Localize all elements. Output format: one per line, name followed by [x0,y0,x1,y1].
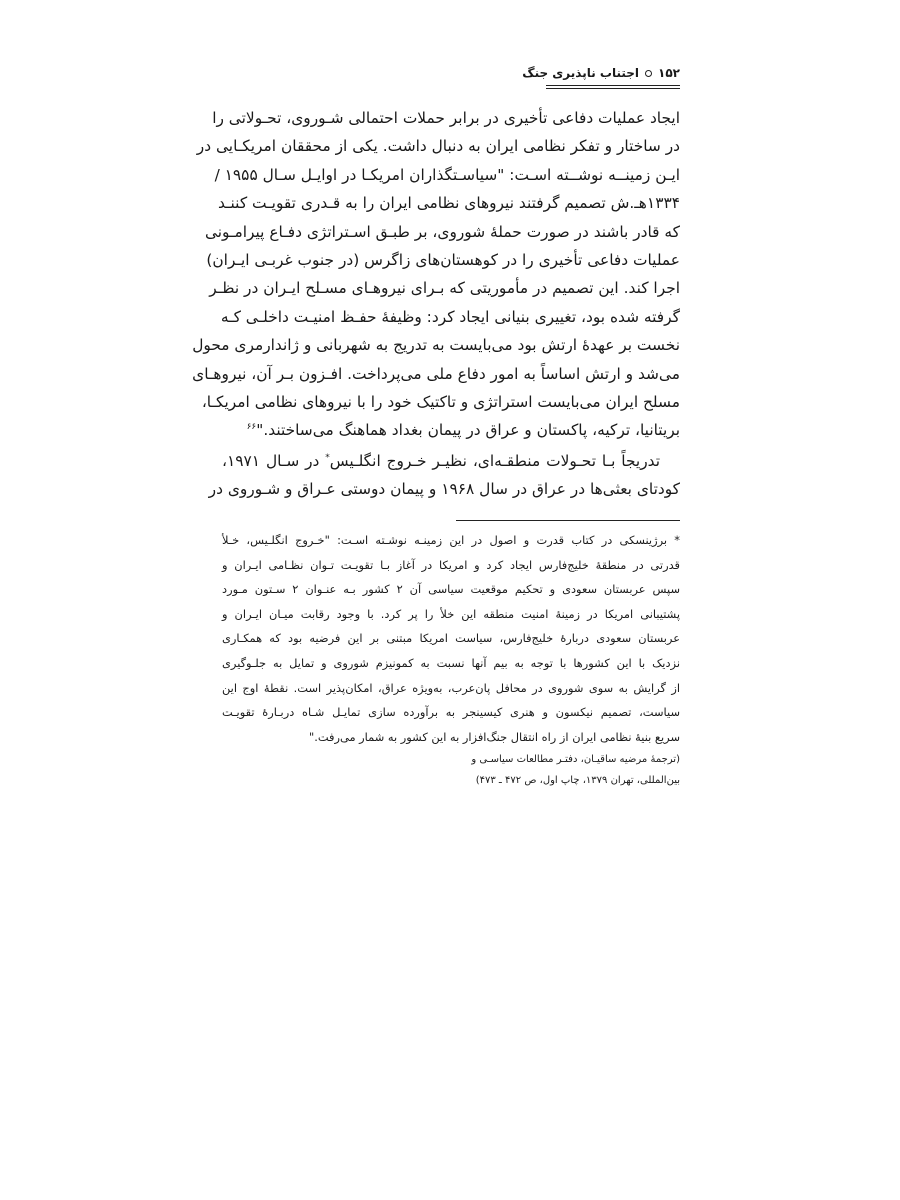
footnote-marker: * [325,452,330,463]
footnote-line: * برژینسکی در کتاب قدرت و اصول در این زمینـه نوشـته اسـت: "خـروج انگلـیس، خـلأ [222,533,680,547]
footnote-line: قدرتی در منطقهٔ خلیج‌فارس ایجاد کرد و امریکا در آغاز بـا تقویـت تـوان نظـامی ایـران و [222,557,680,572]
circle-separator-icon [645,70,652,77]
running-header [222,66,680,92]
body-text [192,104,680,504]
footnote-separator [456,520,680,521]
citation-line: (ترجمهٔ مرضیه ساقیـان، دفتـر مطالعات سیاسـی و [471,754,680,766]
text-line: گرفته شده بود، تغییری بنیانی ایجاد کرد: وظیفهٔ حفـظ امنیـت داخلـی کـه [220,307,680,326]
text-line: کودتای بعثی‌ها در عراق در سال ۱۹۶۸ و پیمان دوستی عـراق و شـوروی در [208,480,680,499]
footnote-line: سریع بنیهٔ نظامی ایران از راه انتقال جنگ‌افزار به این کشور به شمار می‌رفت." [308,729,680,744]
header-row [522,66,680,80]
text-line: نخست بر عهدهٔ ارتش بود می‌بایست به تدریج به شهربانی و ژاندارمری محول [192,336,680,355]
header-rule-lower [546,88,680,89]
citation-line: بین‌المللی، تهران ۱۳۷۹، چاپ اول، ص ۴۷۲ ـ ۴۷۳) [475,775,680,787]
footnote-line: پشتیبانی امریکا در زمینهٔ امنیت منطقه این خلأ را پر کرد. با وجود رقابت میـان ایـران و [222,606,680,621]
header-rule [546,85,680,86]
text-line [222,447,680,475]
footnote-citation [222,749,680,791]
text-line-tail: در سـال ۱۹۷۱، [222,451,326,470]
text-line: ۱۳۳۴هـ.ش تصمیم گرفتند نیروهای نظامی ایران را به قـدری تقویـت کننـد [217,194,680,213]
paragraph-2 [208,447,680,504]
text-line: در ساختار و تفکر نظامی ایران به دنبال داشت. یکی از محققان امریکـایی در [196,137,680,156]
text-line: ایجاد عملیات دفاعی تأخیری در برابر حملات احتمالی شـوروی، تحـولاتی را [212,109,680,127]
text-line: اجرا کند. این تصمیم در مأموریتی که بـرای نیروهـای مسـلح ایـران در نظـر [209,279,680,298]
footnote-line: سپس عربستان سعودی و تحکیم موقعیت سیاسی آن ۲ کشور بـه عنـوان ۲ سـتون مـورد [222,582,680,597]
text-line: مسلح ایران می‌بایست استراتژی و تاکتیک خود را با نیروهای نظامی امریکـا، [201,393,680,412]
endnote-reference: ۶۶ [246,422,257,433]
paragraph-1 [192,104,680,445]
text-line-content: بریتانیا، ترکیه، پاکستان و عراق در پیمان بغداد هماهنگ می‌ساختند." [256,421,680,440]
text-line: ایـن زمینــه نوشــته اسـت: "سیاسـتگذاران امریکـا در اوایـل سـال ۱۹۵۵ / [214,165,680,184]
footnote-line: سیاست، تصمیم نیکسون و هنری کیسینجر به برآورده سازی تمایـل شـاه دربـارهٔ تقویـت [222,705,680,720]
text-line: عملیات دفاعی تأخیری را در کوهستان‌های زاگرس (در جنوب غربـی ایـران) [206,251,680,270]
footnote-line: عربستان سعودی دربارهٔ خلیج‌فارس، سیاست امریکا مبتنی بر این فرضیه بود که همکـاری [222,631,680,646]
page-number: ۱۵۲ [658,66,680,80]
text-line: می‌شد و ارتش اساساً به امور دفاع ملی می‌پرداخت. افـزون بـر آن، نیروهـای [192,364,680,383]
footnote-line: نزدیک با این کشورها با توجه به بیم آنها نسبت به کمونیزم شوروی و تمایل به جلـوگیری [222,655,680,670]
running-title: اجتناب ناپذیری جنگ [522,66,640,80]
text-line-content: تدریجاً بـا تحـولات منطقـه‌ای، نظیـر خـروج انگلـیس [329,451,660,470]
text-line: که قادر باشند در صورت حملهٔ شوروی، بر طبـق اسـتراتژی دفـاع پیرامـونی [204,222,680,241]
text-line-last [222,416,680,444]
footnote-line: از گرایش به سوی شوروی در محافل پان‌عرب، به‌ویژه عراق، امکان‌پذیر است. نقطهٔ اوج این [222,680,680,695]
footnote [222,528,680,791]
